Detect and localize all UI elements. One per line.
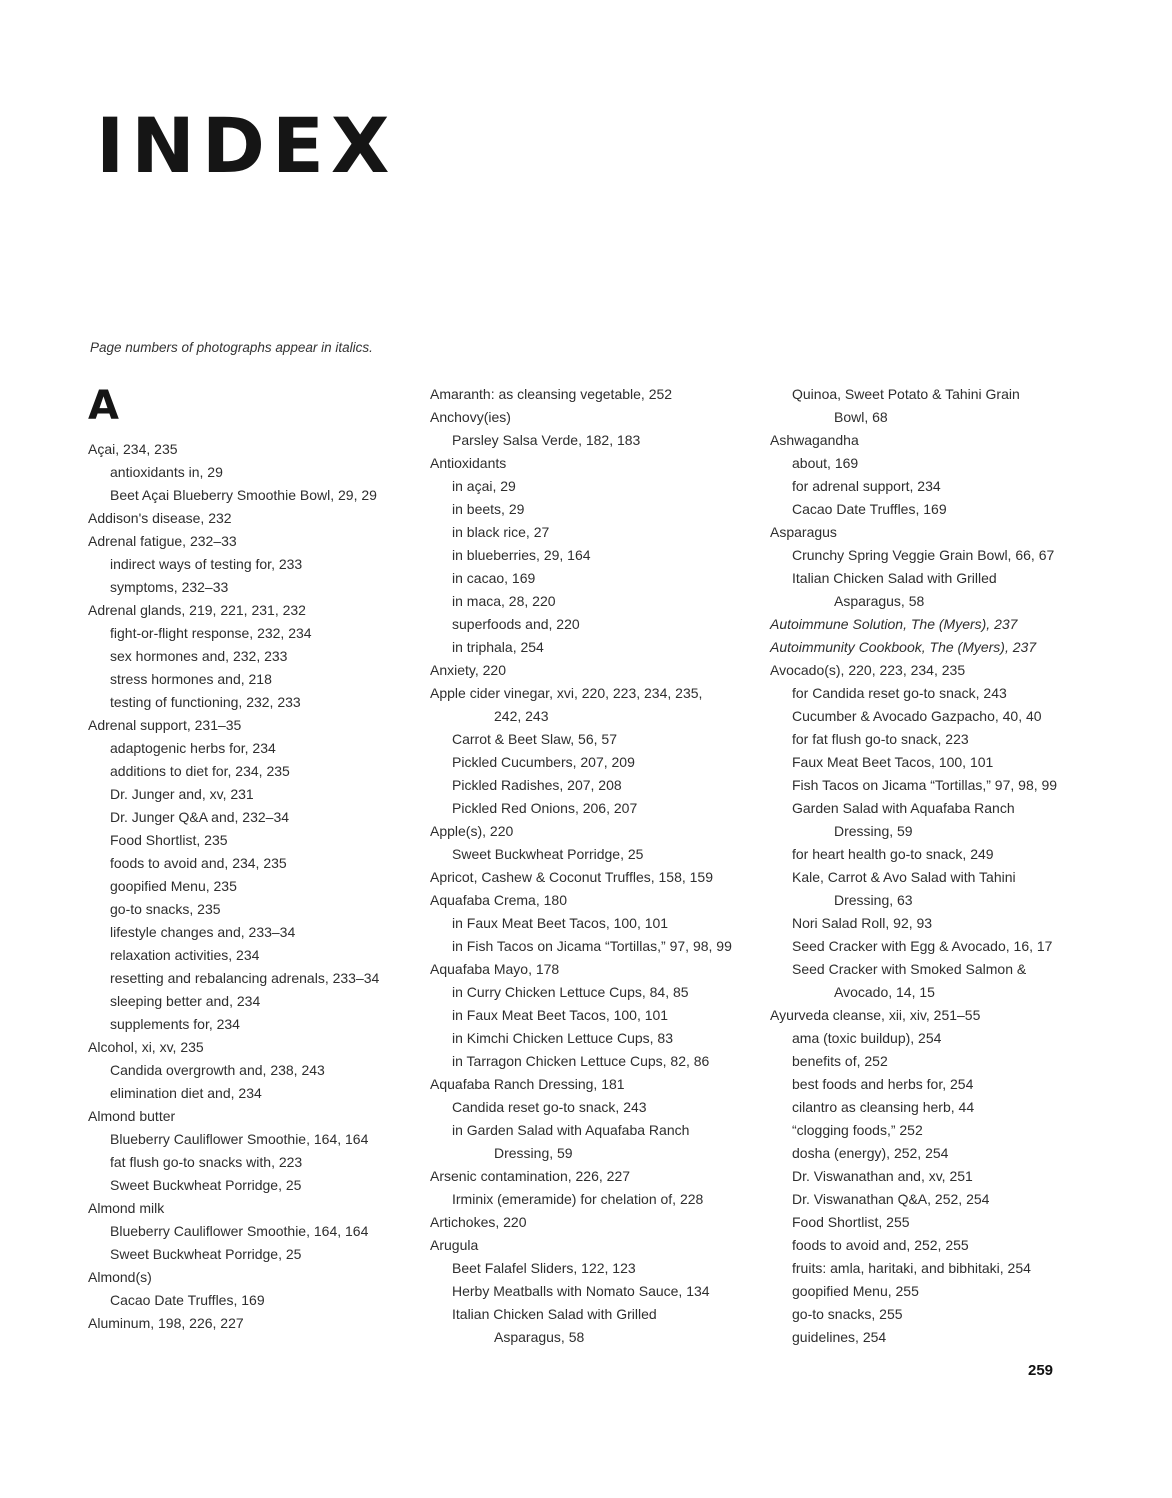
index-subentry: supplements for, 234 [110,1016,240,1032]
index-subentry-continued: Dressing, 59 [834,823,913,839]
index-entry: Almond milk [88,1200,165,1216]
index-subentry: Dr. Junger and, xv, 231 [110,786,254,802]
index-entry: Adrenal glands, 219, 221, 231, 232 [88,602,306,618]
index-entry: Ayurveda cleanse, xii, xiv, 251–55 [770,1007,981,1023]
italics-note: Page numbers of photographs appear in italics. [90,340,373,355]
index-subentry: Crunchy Spring Veggie Grain Bowl, 66, 67 [792,547,1055,563]
index-subentry: adaptogenic herbs for, 234 [110,740,276,756]
index-subentry-continued: Avocado, 14, 15 [834,984,935,1000]
index-subentry-continued: Asparagus, 58 [834,593,925,609]
index-subentry: for heart health go-to snack, 249 [792,846,994,862]
page-number: 259 [1028,1362,1054,1379]
index-entry: Antioxidants [430,455,507,471]
index-subentry: Pickled Cucumbers, 207, 209 [452,754,635,770]
index-subentry: about, 169 [792,455,859,471]
index-subentry: benefits of, 252 [792,1053,888,1069]
index-subentry: Fish Tacos on Jicama “Tortillas,” 97, 98, 99 [792,777,1058,793]
index-entry: Arsenic contamination, 226, 227 [430,1168,631,1184]
index-subentry: Cacao Date Truffles, 169 [110,1292,265,1308]
index-entry: Aluminum, 198, 226, 227 [88,1315,244,1331]
index-entry: Adrenal fatigue, 232–33 [88,533,237,549]
index-subentry: Blueberry Cauliflower Smoothie, 164, 164 [110,1223,369,1239]
index-subentry: in maca, 28, 220 [452,593,556,609]
index-subentry: Dr. Viswanathan and, xv, 251 [792,1168,973,1184]
index-subentry: foods to avoid and, 234, 235 [110,855,287,871]
index-subentry-continued: Asparagus, 58 [494,1329,585,1345]
index-subentry: antioxidants in, 29 [110,464,223,480]
index-column-1 [88,383,448,1335]
index-entry: Autoimmunity Cookbook, The (Myers), 237 [770,639,1037,655]
index-subentry: Dr. Junger Q&A and, 232–34 [110,809,290,825]
index-subentry: Garden Salad with Aquafaba Ranch [792,800,1015,816]
index-entry: Apple(s), 220 [430,823,514,839]
index-subentry: in açai, 29 [452,478,516,494]
index-subentry: Irminix (emeramide) for chelation of, 228 [452,1191,704,1207]
index-subentry: Food Shortlist, 255 [792,1214,910,1230]
page-title: INDEX [96,101,397,190]
index-subentry: for Candida reset go-to snack, 243 [792,685,1007,701]
index-entry: Ashwagandha [770,432,859,448]
index-subentry-continued: Dressing, 63 [834,892,913,908]
index-subentry: fat flush go-to snacks with, 223 [110,1154,303,1170]
index-entry: Asparagus [770,524,837,540]
index-subentry: go-to snacks, 255 [792,1306,903,1322]
index-subentry: resetting and rebalancing adrenals, 233–34 [110,970,380,986]
index-subentry: stress hormones and, 218 [110,671,272,687]
index-entry: Amaranth: as cleansing vegetable, 252 [430,386,673,402]
index-entry: Anxiety, 220 [430,662,507,678]
index-entry: Autoimmune Solution, The (Myers), 237 [770,616,1018,632]
index-entry: Apple cider vinegar, xvi, 220, 223, 234, 235, [430,685,703,701]
index-subentry: Seed Cracker with Smoked Salmon & [792,961,1027,977]
index-column-3 [770,383,1130,1349]
index-subentry: Pickled Red Onions, 206, 207 [452,800,638,816]
index-subentry: in cacao, 169 [452,570,536,586]
index-subentry: sleeping better and, 234 [110,993,261,1009]
index-subentry-continued: Bowl, 68 [834,409,888,425]
index-entry: Anchovy(ies) [430,409,511,425]
index-subentry: Candida reset go-to snack, 243 [452,1099,647,1115]
index-subentry: in beets, 29 [452,501,525,517]
index-subentry: Herby Meatballs with Nomato Sauce, 134 [452,1283,710,1299]
index-subentry: in Tarragon Chicken Lettuce Cups, 82, 86 [452,1053,710,1069]
index-subentry: relaxation activities, 234 [110,947,260,963]
index-subentry: Sweet Buckwheat Porridge, 25 [452,846,644,862]
index-subentry: in black rice, 27 [452,524,550,540]
index-subentry: elimination diet and, 234 [110,1085,262,1101]
index-subentry: symptoms, 232–33 [110,579,229,595]
index-subentry: cilantro as cleansing herb, 44 [792,1099,975,1115]
index-subentry: Kale, Carrot & Avo Salad with Tahini [792,869,1016,885]
index-subentry: additions to diet for, 234, 235 [110,763,290,779]
index-entry: Adrenal support, 231–35 [88,717,242,733]
index-subentry: Italian Chicken Salad with Grilled [452,1306,657,1322]
index-subentry: Beet Açai Blueberry Smoothie Bowl, 29, 29 [110,487,377,503]
index-subentry: for fat flush go-to snack, 223 [792,731,969,747]
index-subentry: in blueberries, 29, 164 [452,547,591,563]
index-subentry: fight-or-flight response, 232, 234 [110,625,312,641]
index-subentry: Candida overgrowth and, 238, 243 [110,1062,325,1078]
index-subentry: Italian Chicken Salad with Grilled [792,570,997,586]
index-entry: Addison's disease, 232 [88,510,232,526]
index-subentry: Sweet Buckwheat Porridge, 25 [110,1246,302,1262]
index-subentry: Cucumber & Avocado Gazpacho, 40, 40 [792,708,1042,724]
index-subentry: in Fish Tacos on Jicama “Tortillas,” 97, 98, 99 [452,938,732,954]
index-subentry: superfoods and, 220 [452,616,580,632]
index-subentry: testing of functioning, 232, 233 [110,694,301,710]
index-subentry: Blueberry Cauliflower Smoothie, 164, 164 [110,1131,369,1147]
index-subentry: in Kimchi Chicken Lettuce Cups, 83 [452,1030,673,1046]
index-subentry: indirect ways of testing for, 233 [110,556,303,572]
index-subentry: goopified Menu, 235 [110,878,237,894]
section-letter: A [88,383,119,429]
index-subentry: Pickled Radishes, 207, 208 [452,777,622,793]
index-subentry: Sweet Buckwheat Porridge, 25 [110,1177,302,1193]
index-subentry: Quinoa, Sweet Potato & Tahini Grain [792,386,1020,402]
index-subentry: sex hormones and, 232, 233 [110,648,288,664]
index-entry: Açai, 234, 235 [88,441,178,457]
index-subentry: guidelines, 254 [792,1329,887,1345]
index-subentry: dosha (energy), 252, 254 [792,1145,949,1161]
index-subentry: for adrenal support, 234 [792,478,941,494]
index-entry: Artichokes, 220 [430,1214,527,1230]
index-column-2 [430,383,790,1349]
index-entry: Almond(s) [88,1269,152,1285]
index-subentry: Food Shortlist, 235 [110,832,228,848]
index-entry: Alcohol, xi, xv, 235 [88,1039,204,1055]
index-entry: Apricot, Cashew & Coconut Truffles, 158, 159 [430,869,714,885]
index-entry: Arugula [430,1237,479,1253]
index-subentry: Parsley Salsa Verde, 182, 183 [452,432,641,448]
index-subentry: in Faux Meat Beet Tacos, 100, 101 [452,1007,669,1023]
index-entry-continued: 242, 243 [494,708,549,724]
index-subentry: in Faux Meat Beet Tacos, 100, 101 [452,915,669,931]
index-subentry: foods to avoid and, 252, 255 [792,1237,969,1253]
index-subentry: goopified Menu, 255 [792,1283,919,1299]
index-subentry: fruits: amla, haritaki, and bibhitaki, 254 [792,1260,1031,1276]
index-subentry: in Curry Chicken Lettuce Cups, 84, 85 [452,984,689,1000]
index-subentry: lifestyle changes and, 233–34 [110,924,296,940]
index-subentry: in triphala, 254 [452,639,544,655]
index-entry: Almond butter [88,1108,176,1124]
index-subentry: best foods and herbs for, 254 [792,1076,974,1092]
index-subentry: “clogging foods,” 252 [792,1122,923,1138]
index-subentry-continued: Dressing, 59 [494,1145,573,1161]
index-entry: Aquafaba Crema, 180 [430,892,567,908]
index-entry: Avocado(s), 220, 223, 234, 235 [770,662,966,678]
index-subentry: Beet Falafel Sliders, 122, 123 [452,1260,636,1276]
index-subentry: Faux Meat Beet Tacos, 100, 101 [792,754,994,770]
index-subentry: Seed Cracker with Egg & Avocado, 16, 17 [792,938,1053,954]
index-subentry: ama (toxic buildup), 254 [792,1030,942,1046]
index-subentry: Carrot & Beet Slaw, 56, 57 [452,731,617,747]
index-subentry: Nori Salad Roll, 92, 93 [792,915,933,931]
index-subentry: Dr. Viswanathan Q&A, 252, 254 [792,1191,990,1207]
index-entry: Aquafaba Mayo, 178 [430,961,560,977]
index-subentry: Cacao Date Truffles, 169 [792,501,947,517]
index-entry: Aquafaba Ranch Dressing, 181 [430,1076,625,1092]
index-subentry: in Garden Salad with Aquafaba Ranch [452,1122,690,1138]
index-subentry: go-to snacks, 235 [110,901,221,917]
